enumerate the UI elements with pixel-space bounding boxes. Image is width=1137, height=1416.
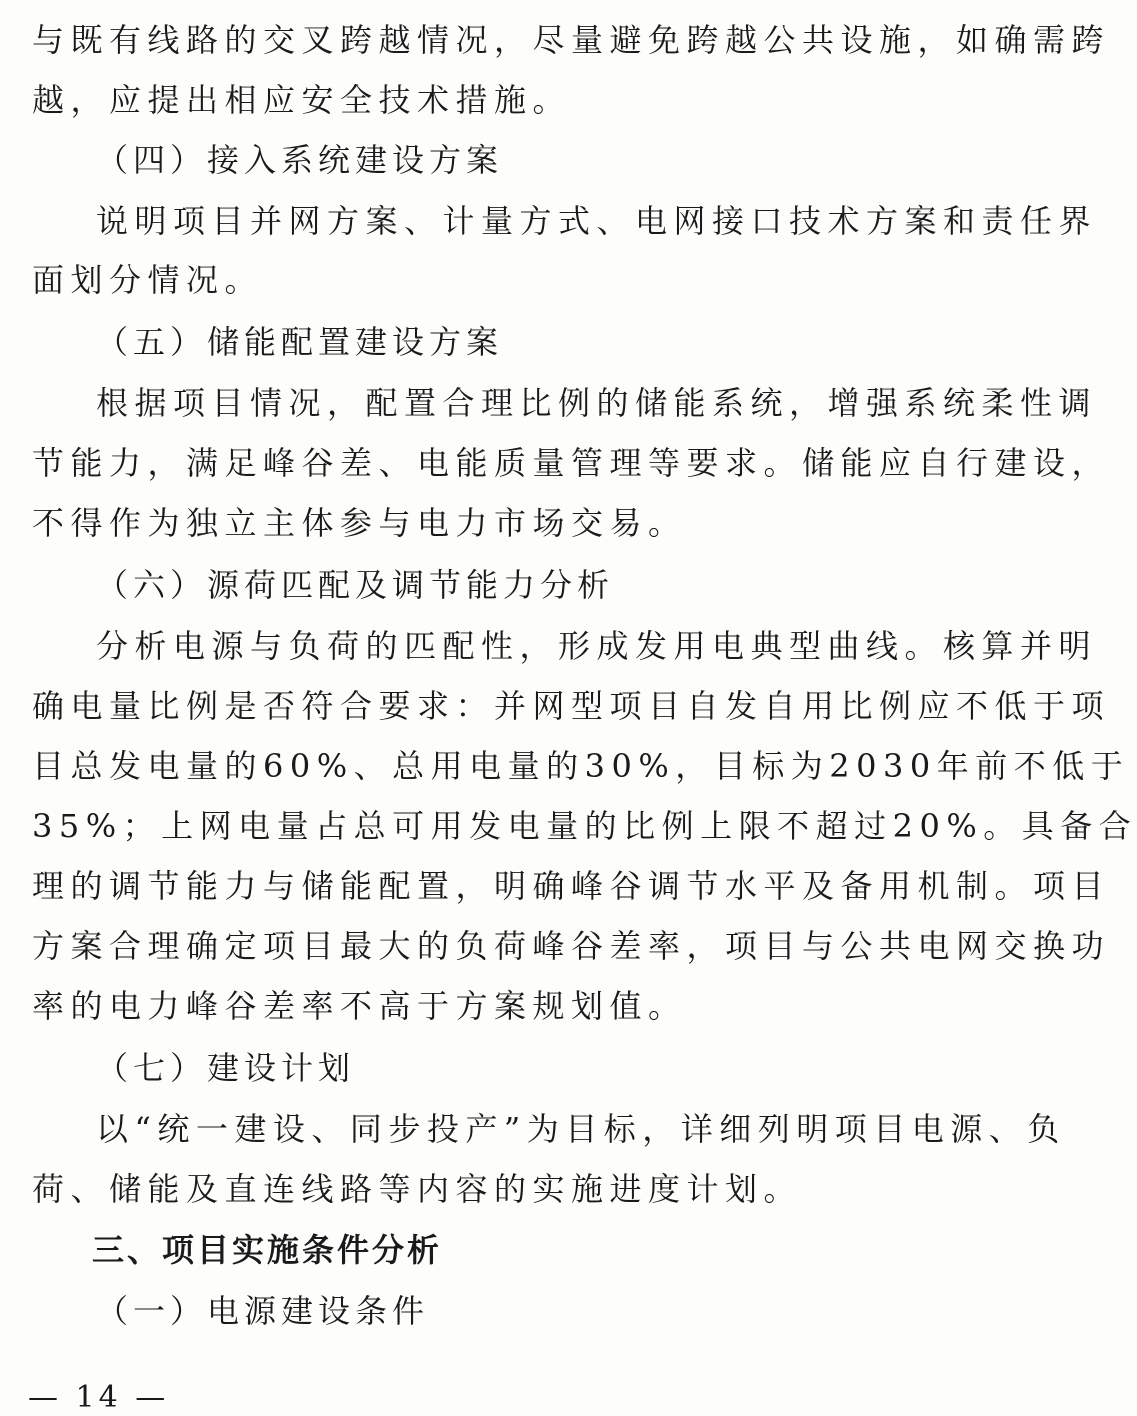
paragraph-line: 面划分情况。 — [32, 261, 264, 299]
paragraph-line: 不得作为独立主体参与电力市场交易。 — [32, 504, 687, 542]
subheading-construction-plan: （七）建设计划 — [96, 1049, 356, 1087]
subheading-system-access: （四）接入系统建设方案 — [96, 141, 504, 179]
paragraph-line: 以“统一建设、同步投产”为目标，详细列明项目电源、负 — [96, 1110, 1066, 1148]
page-number: — 14 — — [28, 1380, 170, 1415]
paragraph-line: 率的电力峰谷差率不高于方案规划值。 — [32, 987, 687, 1025]
paragraph-line: 理的调节能力与储能配置，明确峰谷调节水平及备用机制。项目 — [32, 867, 1111, 905]
paragraph-line: 与既有线路的交叉跨越情况，尽量避免跨越公共设施，如确需跨 — [32, 21, 1111, 59]
paragraph-line: 节能力，满足峰谷差、电能质量管理等要求。储能应自行建设， — [32, 444, 1111, 482]
paragraph-line: 35%；上网电量占总可用发电量的比例上限不超过20%。具备合 — [32, 807, 1137, 845]
paragraph-line: 目总发电量的60%、总用电量的30%，目标为2030年前不低于 — [32, 747, 1130, 785]
paragraph-line: 根据项目情况，配置合理比例的储能系统，增强系统柔性调 — [96, 384, 1098, 422]
paragraph-line: 荷、储能及直连线路等内容的实施进度计划。 — [32, 1170, 803, 1208]
subheading-power-source: （一）电源建设条件 — [96, 1292, 430, 1330]
subheading-storage: （五）储能配置建设方案 — [96, 323, 504, 361]
paragraph-line: 说明项目并网方案、计量方式、电网接口技术方案和责任界 — [96, 202, 1098, 240]
paragraph-line: 方案合理确定项目最大的负荷峰谷差率，项目与公共电网交换功 — [32, 927, 1111, 965]
subheading-source-load: （六）源荷匹配及调节能力分析 — [96, 566, 615, 604]
paragraph-line: 分析电源与负荷的匹配性，形成发用电典型曲线。核算并明 — [96, 627, 1098, 665]
paragraph-line: 越，应提出相应安全技术措施。 — [32, 81, 572, 119]
section-heading-implementation: 三、项目实施条件分析 — [92, 1231, 443, 1269]
paragraph-line: 确电量比例是否符合要求：并网型项目自发自用比例应不低于项 — [32, 687, 1111, 725]
